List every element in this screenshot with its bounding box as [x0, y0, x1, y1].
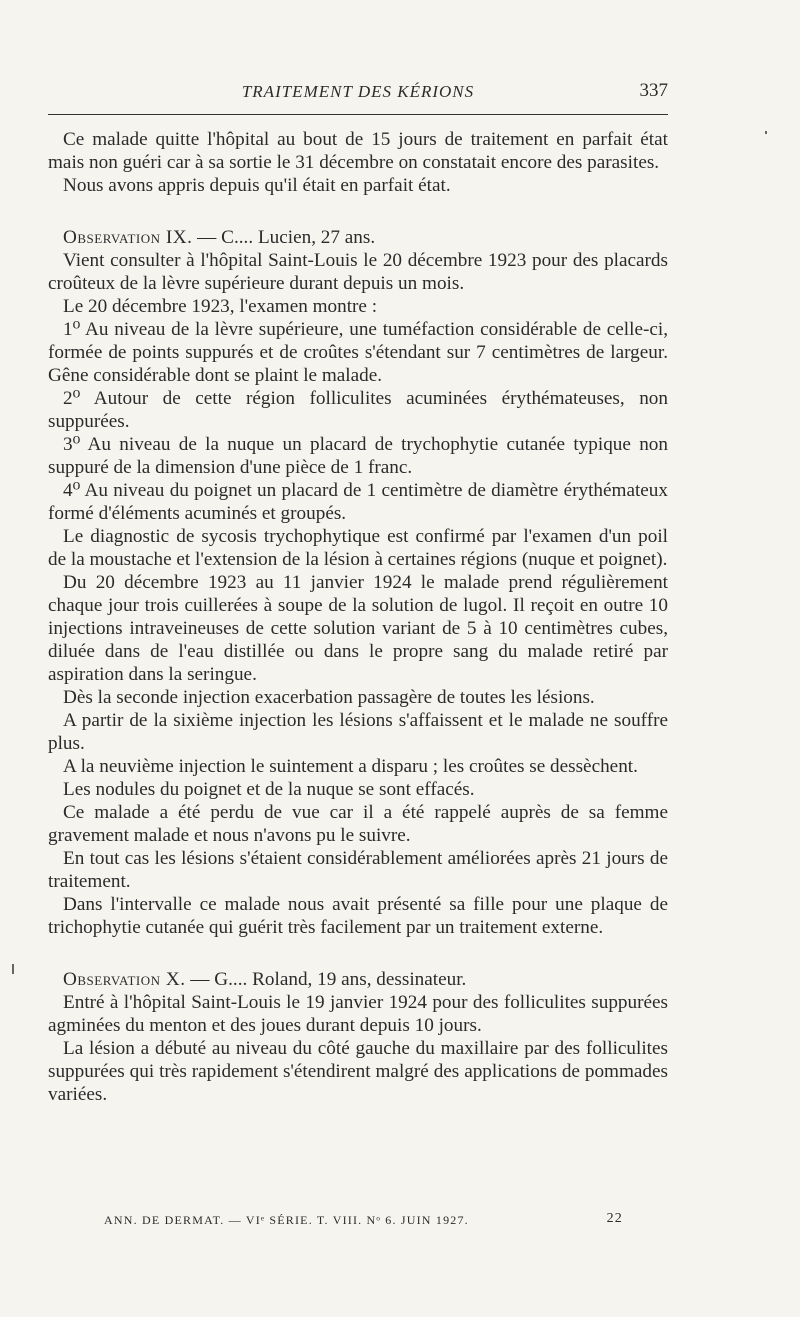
- paragraph: Ce malade quitte l'hôpital au bout de 15 jours de traitement en parfait état mais non guéri car à sa sortie le 31 décembre on constatait encore des parasites.: [48, 129, 668, 173]
- paragraph: La lésion a débuté au niveau du côté gauche du maxillaire par des folliculites suppurées qui très rapidement s'étendirent malgré des applications de pommades variées.: [48, 1038, 668, 1105]
- section-gap: [48, 197, 668, 226]
- paragraph: A partir de la sixième injection les lésions s'affaissent et le malade ne souffre plus.: [48, 710, 668, 754]
- paragraph: Ce malade a été perdu de vue car il a été rappelé auprès de sa femme gravement malade et nous n'avons pu le suivre.: [48, 802, 668, 846]
- paragraph: 3⁰ Au niveau de la nuque un placard de trychophytie cutanée typique non suppuré de la dimension d'une pièce de 1 franc.: [48, 434, 668, 478]
- observation-heading: [48, 968, 668, 991]
- paragraph: Le diagnostic de sycosis trychophytique est confirmé par l'examen d'un poil de la moustache et l'extension de la lésion à certaines régions (nuque et poignet).: [48, 526, 668, 570]
- paragraph: 4⁰ Au niveau du poignet un placard de 1 centimètre de diamètre érythémateux formé d'éléments acuminés et groupés.: [48, 480, 668, 524]
- margin-mark: [12, 964, 14, 974]
- paragraph: En tout cas les lésions s'étaient considérablement améliorées après 21 jours de traitement.: [48, 848, 668, 892]
- paragraph: 1⁰ Au niveau de la lèvre supérieure, une tuméfaction considérable de celle-ci, formée de points suppurés et de croûtes s'étendant sur 7 centimètres de largeur. Gêne considérable dont se plaint le malade.: [48, 319, 668, 386]
- paragraph: Dans l'intervalle ce malade nous avait présenté sa fille pour une plaque de trichophytie cutanée qui guérit très facilement par un traitement externe.: [48, 894, 668, 938]
- paragraph: Les nodules du poignet et de la nuque se sont effacés.: [63, 779, 475, 800]
- paragraph: Le 20 décembre 1923, l'examen montre :: [63, 296, 378, 317]
- section-gap: [48, 939, 668, 968]
- page-number: 337: [639, 80, 668, 101]
- running-title: TRAITEMENT DES KÉRIONS: [241, 82, 475, 101]
- paragraph: 2⁰ Autour de cette région folliculites acuminées érythémateuses, non suppurées.: [48, 388, 668, 432]
- paragraph: Entré à l'hôpital Saint-Louis le 19 janvier 1924 pour des folliculites suppurées agminées du menton et des joues durant depuis 10 jours.: [48, 992, 668, 1036]
- body-text: [48, 128, 668, 1106]
- observation-subject: — C.... Lucien, 27 ans.: [192, 227, 376, 248]
- page-header: [48, 78, 668, 108]
- paragraph: A la neuvième injection le suintement a disparu ; les croûtes se dessèchent.: [63, 756, 638, 777]
- observation-label: Observation IX.: [63, 227, 193, 248]
- observation-heading: [48, 226, 668, 249]
- signature-mark: 22: [606, 1211, 623, 1226]
- header-rule: [48, 114, 668, 115]
- paragraph: Nous avons appris depuis qu'il était en parfait état.: [63, 175, 451, 196]
- paragraph: Vient consulter à l'hôpital Saint-Louis le 20 décembre 1923 pour des placards croûteux de la lèvre supérieure durant depuis un mois.: [48, 250, 668, 294]
- paragraph: Dès la seconde injection exacerbation passagère de toutes les lésions.: [63, 687, 595, 708]
- paragraph: Du 20 décembre 1923 au 11 janvier 1924 le malade prend régulièrement chaque jour trois cuillerées à soupe de la solution de lugol. Il reçoit en outre 10 injections intraveineuses de cette solution variant de 5 à 10 centimètres cubes, diluée dans de l'eau distillée ou dans le propre sang du malade retiré par aspiration dans la seringue.: [48, 572, 668, 685]
- journal-reference: ANN. DE DERMAT. — VIᵉ SÉRIE. T. VIII. Nᵒ 6. JUIN 1927.: [104, 1213, 469, 1227]
- observation-subject: — G.... Roland, 19 ans, dessinateur.: [185, 969, 467, 990]
- margin-mark: [765, 131, 767, 134]
- observation-label: Observation X.: [63, 969, 186, 990]
